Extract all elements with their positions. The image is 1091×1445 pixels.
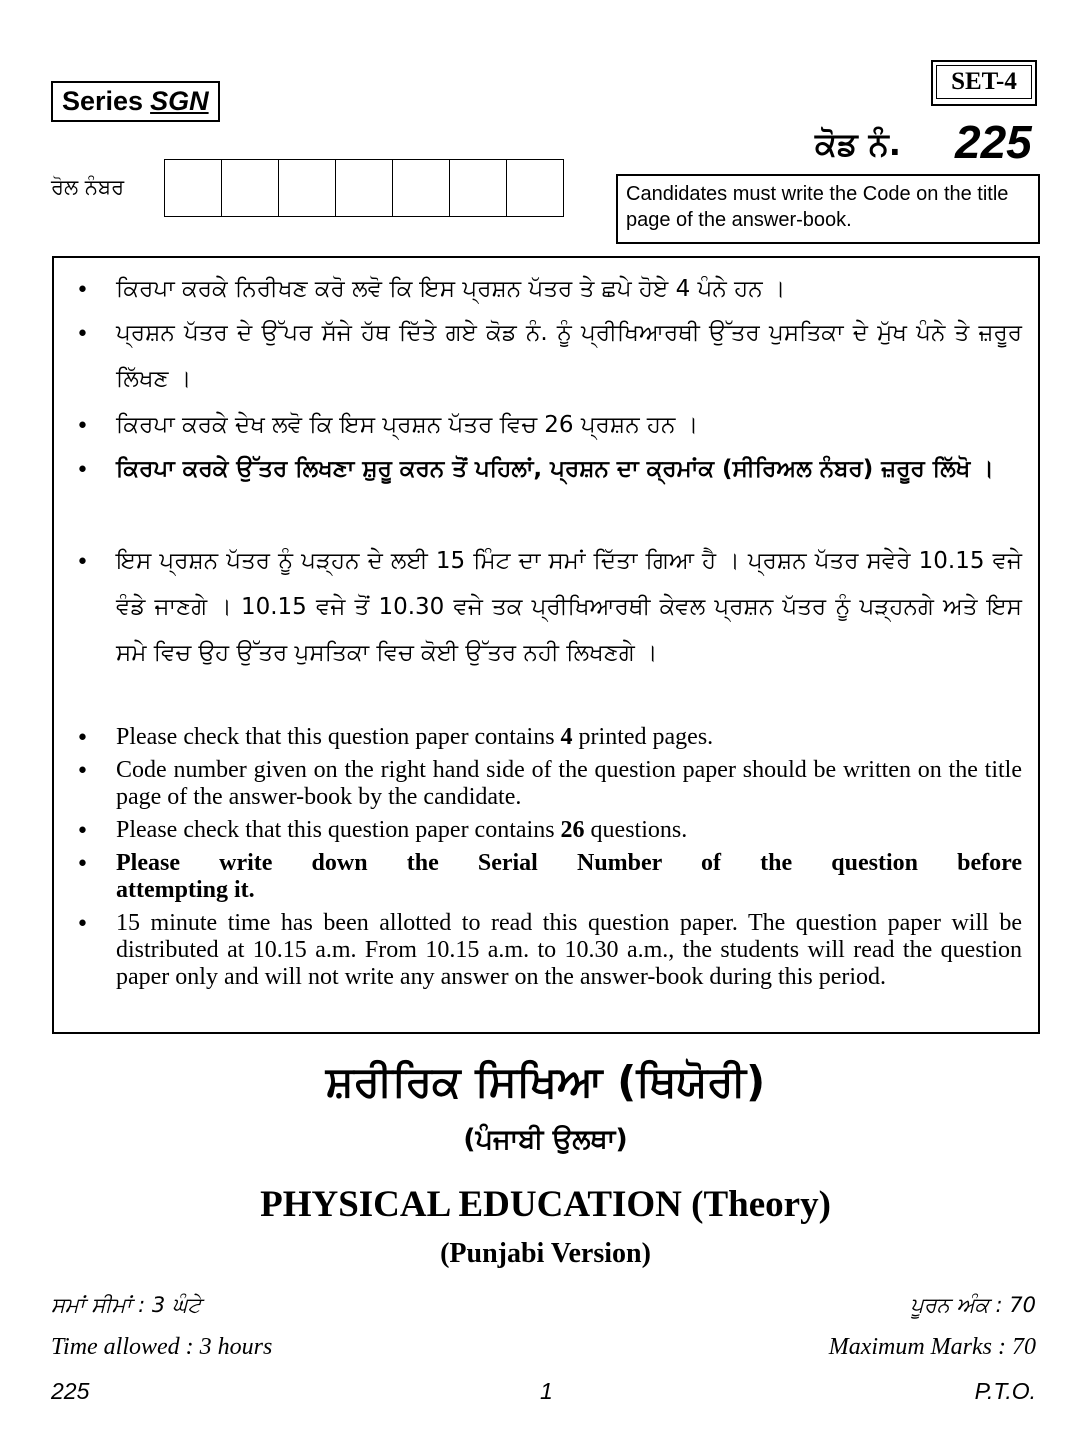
- instructions-box: [52, 256, 1040, 1034]
- instruction-en-1-a: Please check that this question paper contains: [116, 724, 561, 750]
- set-badge: [931, 60, 1037, 106]
- instruction-pa-1: ਕਿਰਪਾ ਕਰਕੇ ਨਿਰੀਖਣ ਕਰੋ ਲਵੋ ਕਿ ਇਸ ਪ੍ਰਸ਼ਨ ਪੱਤਰ ਤੇ ਛਪੇ ਹੋਏ 4 ਪੰਨੇ ਹਨ ।: [116, 276, 786, 302]
- instruction-en-3-a: Please check that this question paper contains: [116, 817, 561, 843]
- title-english: PHYSICAL EDUCATION (Theory): [260, 1184, 831, 1225]
- title-punjabi: ਸ਼ਰੀਰਿਕ ਸਿਖਿਆ (ਥਿਯੋਰੀ): [325, 1057, 766, 1106]
- instruction-pa-4: ਕਿਰਪਾ ਕਰਕੇ ਉੱਤਰ ਲਿਖਣਾ ਸ਼ੁਰੂ ਕਰਨ ਤੋਂ ਪਹਿਲਾਂ, ਪ੍ਰਸ਼ਨ ਦਾ ਕ੍ਰਮਾਂਕ (ਸੀਰਿਅਲ ਨੰਬਰ) ਜ਼ਰੂਰ ਲਿੱਖੋ ।: [116, 456, 994, 482]
- code-label: ਕੋਡ ਨੰ.: [815, 125, 901, 163]
- footer-code: 225: [51, 1378, 90, 1404]
- page-number: 1: [540, 1378, 553, 1404]
- instruction-en-1-b: printed pages.: [572, 724, 714, 750]
- code-number: 225: [955, 116, 1032, 168]
- time-allowed-english: Time allowed : 3 hours: [51, 1334, 273, 1360]
- instruction-pa-5: ਇਸ ਪ੍ਰਸ਼ਨ ਪੱਤਰ ਨੂੰ ਪੜ੍ਹਨ ਦੇ ਲਈ 15 ਮਿੰਟ ਦਾ ਸਮਾਂ ਦਿੱਤਾ ਗਿਆ ਹੈ । ਪ੍ਰਸ਼ਨ ਪੱਤਰ ਸਵੇਰੇ 10.15 ਵਜੇ ਵੰਡੇ ਜਾਣਗੇ । 10.15 ਵਜੇ ਤੋਂ 10.30 ਵਜੇ ਤਕ ਪ੍ਰੀਖਿਆਰਥੀ ਕੇਵਲ ਪ੍ਰਸ਼ਨ ਪੱਤਰ ਨੂੰ ਪੜ੍ਹਨਗੇ ਅਤੇ ਇਸ ਸਮੇ ਵਿਚ ਉਹ ਉੱਤਰ ਪੁਸਤਿਕਾ ਵਿਚ ਕੋਈ ਉੱਤਰ ਨਹੀ ਲਿਖਣਗੇ ।: [116, 548, 1022, 666]
- max-marks-punjabi: ਪੂਰਨ ਅੰਕ : 70: [910, 1293, 1036, 1317]
- max-marks-english: Maximum Marks : 70: [828, 1334, 1036, 1360]
- bullet: •: [76, 759, 89, 784]
- bullet: •: [76, 550, 89, 575]
- bullet: •: [76, 458, 89, 483]
- bullet: •: [76, 852, 89, 877]
- roll-box[interactable]: [222, 160, 279, 216]
- roll-number-label: ਰੋਲ ਨੰਬਰ: [51, 175, 125, 199]
- roll-number-boxes[interactable]: [164, 159, 564, 217]
- bullet: •: [76, 912, 89, 937]
- instruction-en-5: 15 minute time has been allotted to read this question paper. The question paper will be distributed at 10.15 a.m. From 10.15 a.m. to 10.30 a.m., the students will read the question paper only and will not write any answer on the answer-book during this period.: [116, 910, 1022, 990]
- time-allowed-punjabi: ਸਮਾਂ ਸੀਮਾਂ : 3 ਘੰਟੇ: [51, 1293, 202, 1317]
- series-label: [51, 81, 220, 122]
- bullet: •: [76, 726, 89, 751]
- instruction-pa-3: ਕਿਰਪਾ ਕਰਕੇ ਦੇਖ ਲਵੋ ਕਿ ਇਸ ਪ੍ਰਸ਼ਨ ਪੱਤਰ ਵਿਚ 26 ਪ੍ਰਸ਼ਨ ਹਨ ।: [116, 412, 699, 438]
- instruction-en-1-num: 4: [560, 724, 573, 750]
- instruction-en-3-b: questions.: [584, 817, 688, 843]
- subtitle-english: (Punjabi Version): [440, 1238, 651, 1269]
- instruction-en-3: [116, 817, 1022, 844]
- bullet: •: [76, 819, 89, 844]
- instruction-en-3-num: 26: [560, 817, 585, 843]
- series-code: SGN: [150, 86, 209, 116]
- roll-box[interactable]: [507, 160, 563, 216]
- bullet: •: [76, 414, 89, 439]
- instruction-en-4-line1: Please write down the Serial Number of the question before: [116, 850, 1022, 876]
- roll-box[interactable]: [336, 160, 393, 216]
- pto-label: P.T.O.: [974, 1378, 1036, 1404]
- set-text: SET-4: [936, 65, 1032, 99]
- instruction-en-2: Code number given on the right hand side of the question paper should be written on the title page of the answer-book by the candidate.: [116, 757, 1022, 810]
- roll-box[interactable]: [393, 160, 450, 216]
- roll-box[interactable]: [450, 160, 507, 216]
- candidate-note: Candidates must write the Code on the title page of the answer-book.: [616, 174, 1040, 244]
- instruction-en-4-line2: attempting it.: [116, 877, 255, 903]
- instruction-pa-2: ਪ੍ਰਸ਼ਨ ਪੱਤਰ ਦੇ ਉੱਪਰ ਸੱਜੇ ਹੱਥ ਦਿੱਤੇ ਗਏ ਕੋਡ ਨੰ. ਨੂੰ ਪ੍ਰੀਖਿਆਰਥੀ ਉੱਤਰ ਪੁਸਤਿਕਾ ਦੇ ਮੁੱਖ ਪੰਨੇ ਤੇ ਜ਼ਰੂਰ ਲਿੱਖਣ ।: [116, 320, 1022, 392]
- subtitle-punjabi: (ਪੰਜਾਬੀ ਉਲਥਾ): [463, 1124, 628, 1155]
- instruction-en-1: [116, 724, 1022, 751]
- roll-box[interactable]: [165, 160, 222, 216]
- series-text: Series: [62, 86, 144, 116]
- roll-box[interactable]: [279, 160, 336, 216]
- bullet: •: [76, 322, 89, 347]
- bullet: •: [76, 278, 89, 303]
